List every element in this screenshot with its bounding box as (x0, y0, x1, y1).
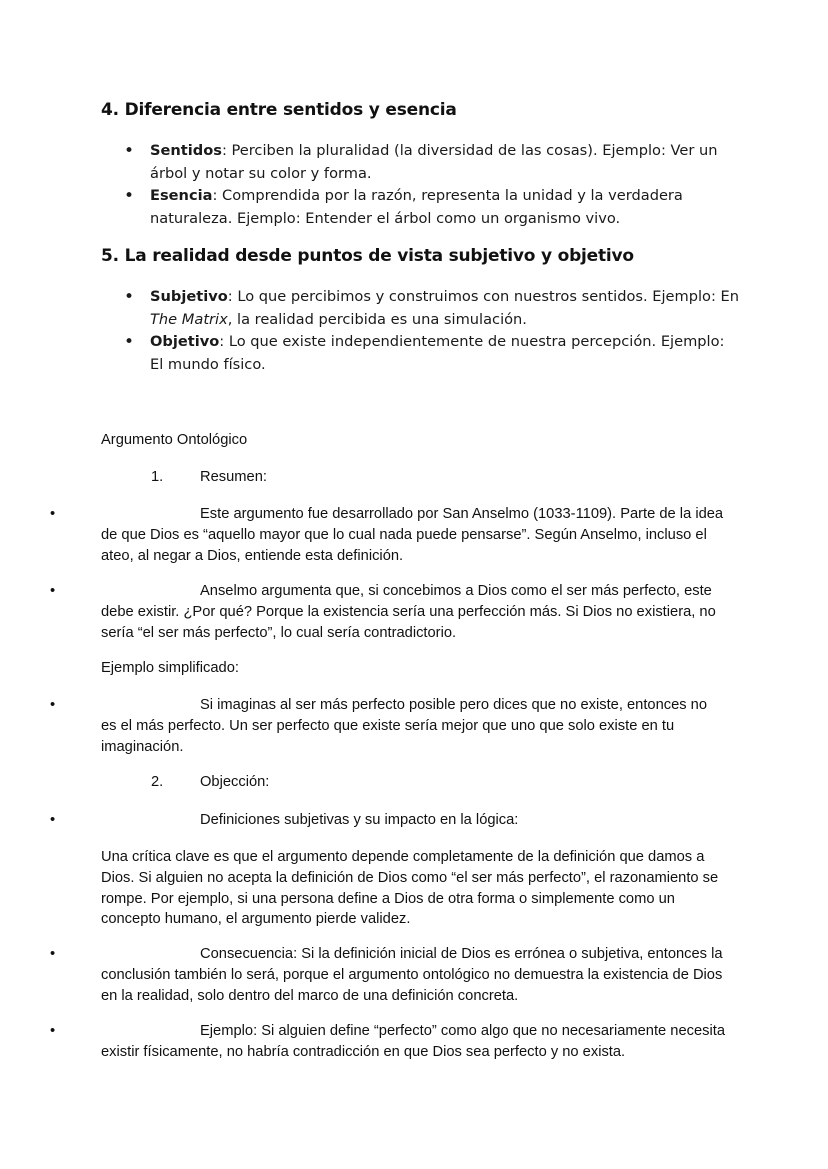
critica-paragraph: Una crítica clave es que el argumento depende completamente de la definición que damos a Dios. Si alguien no acepta la definición de Dios como “el ser más perfecto”, el razonamiento se rompe. Por ejemplo, si una persona define a Dios de otra forma o simplemente como un concepto humano, el argumento pierde validez. (101, 849, 719, 928)
resumen-label: Resumen: (200, 469, 267, 485)
bullet-icon: • (50, 506, 56, 522)
bullet-icon: • (50, 946, 56, 962)
matrix-title: The Matrix (150, 310, 228, 328)
objecion-label: Objección: (200, 774, 270, 790)
section-5-list (101, 286, 741, 376)
resumen-bullet-2: • Anselmo argumenta que, si concebimos a Dios como el ser más perfecto, este debe existir. ¿Por qué? Porque la existencia sería una perfección más. Si Dios no existiera, no sería “el ser más perfecto”, lo cual sería contradictorio. (50, 583, 716, 641)
section-4-heading: 4. Diferencia entre sentidos y esencia (101, 100, 457, 120)
resumen-number: 1. (151, 469, 164, 485)
resumen-bullet-1: • Este argumento fue desarrollado por San Anselmo (1033-1109). Parte de la idea de que Dios es “aquello mayor que lo cual nada puede pensarse”. Según Anselmo, incluso el ateo, al negar a Dios, entiende esta definición. (50, 506, 724, 564)
definition-objetivo: : Lo que existe independientemente de nuestra percepción. Ejemplo: El mundo físico. (150, 333, 725, 373)
bullet-icon: • (50, 1023, 56, 1039)
definition-esencia: : Comprendida por la razón, representa la unidad y la verdadera naturaleza. Ejemplo: Entender el árbol como un organismo vivo. (150, 187, 683, 227)
ejemplo-2-bullet: • Ejemplo: Si alguien define “perfecto” como algo que no necesariamente necesita existir físicamente, no habría contradicción en que Dios sea perfecto y no exista. (50, 1023, 725, 1060)
term-sentidos: Sentidos (150, 142, 222, 159)
bullet-icon: • (50, 812, 56, 828)
definition-sentidos: : Perciben la pluralidad (la diversidad de las cosas). Ejemplo: Ver un árbol y notar su color y forma. (150, 142, 718, 182)
bullet-icon: • (50, 583, 56, 599)
definition-subjetivo-end: , la realidad percibida es una simulación. (227, 310, 527, 328)
section-5-heading: 5. La realidad desde puntos de vista subjetivo y objetivo (101, 246, 634, 266)
bullet-icon: • (50, 697, 56, 713)
ejemplo-label: Ejemplo simplificado: (101, 660, 239, 676)
term-subjetivo: Subjetivo (150, 288, 228, 305)
list-item (101, 331, 741, 376)
argumento-title: Argumento Ontológico (101, 432, 248, 448)
objecion-number: 2. (151, 774, 164, 790)
list-item (101, 286, 741, 331)
term-objetivo: Objetivo (150, 333, 220, 350)
ejemplo-bullet: • Si imaginas al ser más perfecto posible pero dices que no existe, entonces no es el más perfecto. Un ser perfecto que existe sería mejor que uno que solo existe en tu imaginación. (50, 697, 708, 755)
term-esencia: Esencia (150, 187, 213, 204)
consecuencia-bullet: • Consecuencia: Si la definición inicial de Dios es errónea o subjetiva, entonces la conclusión también lo será, porque el argumento ontológico no demuestra la existencia de Dios en la realidad, solo dentro del marco de una definición concreta. (50, 946, 723, 1004)
list-item (101, 140, 741, 185)
section-4-list (101, 140, 741, 230)
list-item (101, 185, 741, 230)
objecion-bullet: • Definiciones subjetivas y su impacto en la lógica: (101, 810, 726, 831)
definition-subjetivo-start: : Lo que percibimos y construimos con nuestros sentidos. Ejemplo: En (227, 288, 740, 305)
